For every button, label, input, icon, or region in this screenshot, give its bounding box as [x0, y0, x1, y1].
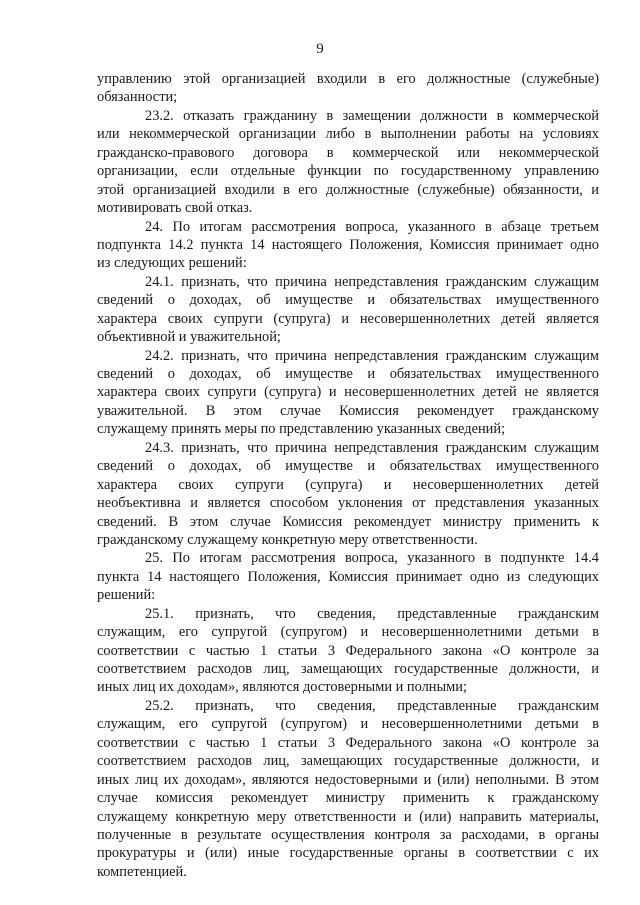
text-line: объективной и уважительной;: [97, 329, 281, 346]
page-number: 9: [316, 41, 324, 57]
text-line: 25.1. признать, что сведения, представленные гражданским: [145, 605, 599, 622]
text-line: прокуратуры и (или) иные государственные органы в соответствии с их: [97, 845, 599, 862]
text-line: 25.2. признать, что сведения, представленные гражданским: [145, 697, 599, 714]
text-line: обязанности;: [97, 89, 178, 106]
text-line: сведений о доходах, об имуществе и обязательствах имущественного: [97, 292, 599, 309]
text-line: соответствием расходов лиц, замещающих государственные должности, и: [97, 753, 599, 770]
text-line: гражданско-правового договора в коммерческой или некоммерческой: [97, 144, 599, 161]
text-line: служащим, его супругой (супругом) и несовершеннолетними детьми в: [97, 716, 599, 733]
text-line: компетенцией.: [97, 863, 187, 880]
text-line: необъективна и является способом уклонения от представления указанных: [97, 495, 599, 512]
text-line: случае комиссия рекомендует министру применить к гражданскому: [97, 790, 599, 807]
text-line: характера своих супруги (супруга) и несовершеннолетних детей: [97, 476, 599, 493]
text-line: или некоммерческой организации либо в выполнении работы на условиях: [97, 126, 599, 143]
text-line: решений:: [97, 587, 156, 604]
text-line: соответствии с частью 1 статьи 3 Федерального закона «О контроле за: [97, 642, 599, 659]
text-line: 24.3. признать, что причина непредставления гражданским служащим: [145, 439, 599, 456]
text-line: подпункта 14.2 пункта 14 настоящего Положения, Комиссия принимает одно: [97, 236, 599, 253]
text-line: полученные в результате осуществления контроля за расходами, в органы: [97, 826, 599, 843]
text-line: из следующих решений:: [97, 255, 247, 272]
text-line: сведений о доходах, об имуществе и обязательствах имущественного: [97, 458, 599, 475]
text-line: сведений. В этом случае Комиссия рекомендует министру применить к: [97, 513, 599, 530]
text-line: характера своих супруги (супруга) и несовершеннолетних детей не является: [97, 384, 599, 401]
text-line: иных лиц их доходам», являются недостоверными и (или) неполными. В этом: [97, 771, 599, 788]
text-line: 25. По итогам рассмотрения вопроса, указанного в подпункте 14.4: [145, 550, 599, 567]
text-line: характера своих супруги (супруга) и несовершеннолетних детей является: [97, 310, 599, 327]
text-line: служащему принять меры по представлению указанных сведений;: [97, 421, 506, 438]
text-line: 23.2. отказать гражданину в замещении должности в коммерческой: [145, 107, 599, 124]
text-line: иных лиц их доходам», являются достоверными и полными;: [97, 679, 467, 696]
text-line: служащим, его супругой (супругом) и несовершеннолетними детьми в: [97, 624, 599, 641]
text-line: соответствии с частью 1 статьи 3 Федерального закона «О контроле за: [97, 734, 599, 751]
text-line: соответствием расходов лиц, замещающих государственные должности, и: [97, 661, 599, 677]
text-line: организации, если отдельные функции по государственному управлению: [97, 163, 599, 180]
text-line: сведений о доходах, об имуществе и обязательствах имущественного: [97, 366, 599, 382]
text-line: мотивировать свой отказ.: [97, 200, 253, 217]
document-body: [97, 70, 599, 881]
text-line: служащему конкретную меру ответственности и (или) направить материалы,: [97, 808, 599, 825]
text-line: гражданскому служащему конкретную меру ответственности.: [97, 531, 478, 548]
text-line: 24.1. признать, что причина непредставления гражданским служащим: [145, 273, 599, 290]
text-line: этой организацией входили в его должностные (служебные) обязанности, и: [97, 181, 599, 198]
text-line: 24. По итогам рассмотрения вопроса, указанного в абзаце третьем: [145, 218, 599, 235]
text-line: пункта 14 настоящего Положения, Комиссия принимает одно из следующих: [97, 568, 599, 585]
text-line: управлению этой организацией входили в его должностные (служебные): [97, 71, 599, 87]
text-line: уважительной. В этом случае Комиссия рекомендует гражданскому: [97, 402, 599, 419]
text-line: 24.2. признать, что причина непредставления гражданским служащим: [145, 347, 599, 364]
